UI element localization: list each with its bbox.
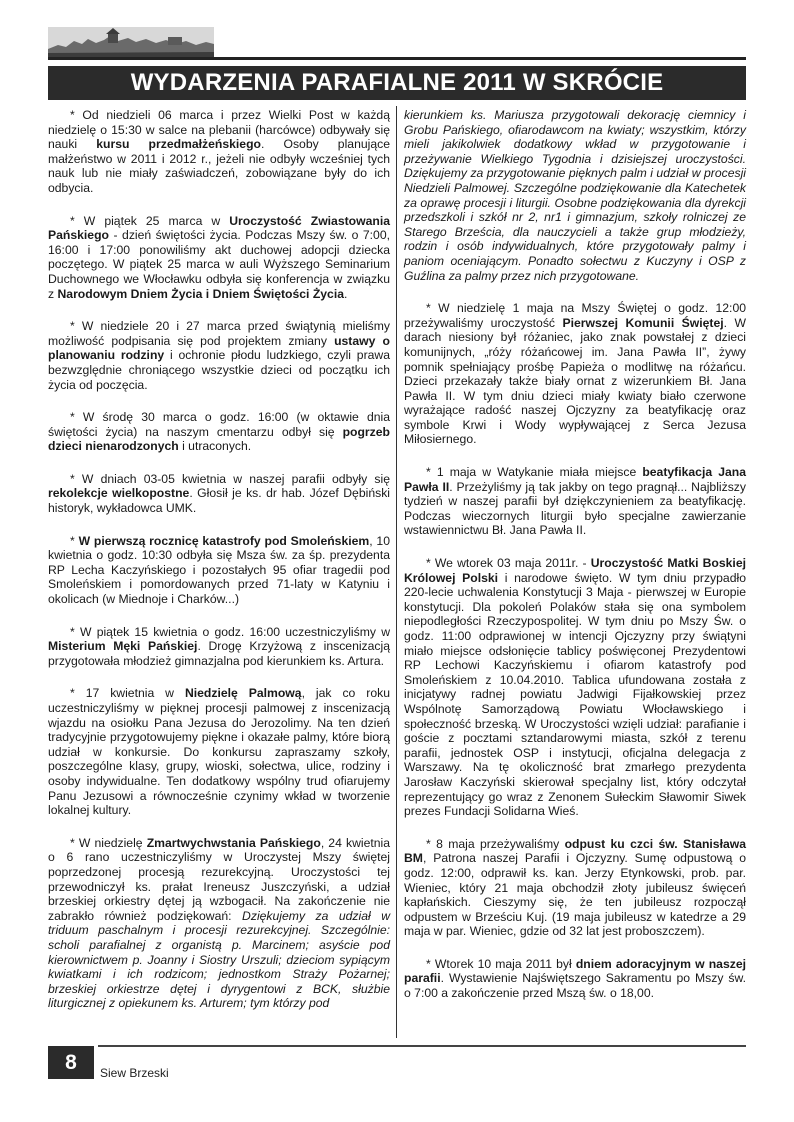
article-paragraph: * W dniach 03-05 kwietnia w naszej parafii odbyły się rekolekcje wielkopostne. Głosił je ks. dr hab. Józef Dębiński historyk, wykładowca UMK. (48, 471, 390, 516)
article-paragraph: * 1 maja w Watykanie miała miejsce beatyfikacja Jana Pawła II. Przeżyliśmy ją tak jakby on tego pragnął... Najbliższy tydzień w naszej parafii był dziękczynieniem za beatyfikację. Podczas wieczornych liturgii było specjalne zawierzanie wstawiennictwu Bł. Jana Pawła II. (404, 465, 746, 538)
article-paragraph: * 8 maja przeżywaliśmy odpust ku czci św. Stanisława BM, Patrona naszej Parafii i Ojczyzny. Sumę odpustową o godz. 12:00, odprawił ks. kan. Jerzy Etynkowski, prob. par. Wieniec, który 21 maja obchodził złoty jubileusz święceń kapłańskich. Cieszymy się, że ten jubileusz rozpoczął odpustem w Brześciu Kuj. (19 maja jubileusz w katedrze a 29 maja w par. Wieniec, gdzie od 32 lat jest proboszczem). (404, 836, 747, 939)
article-paragraph: kierunkiem ks. Mariusza przygotowali dekorację ciemnicy i Grobu Pańskiego, ofiarodawcom na kwiaty; wszystkim, którzy mieli jakikolwiek dodatkowy wkład w przygotowanie i przeżywanie Wielkiego Tygodnia i dzisiejszej uroczystości. Dziękujemy za przygotowanie pięknych palm i udział w procesji Niedzieli Palmowej. Szczególne podziękowanie dla Katechetek za oprawę procesji i liturgii. Osobne podziękowania dla dyrekcji przedszkoli i szkół nr 2, nr1 i gimnazjum, szkoły rolniczej ze Starego Brześcia, dla nauczycieli a także grup młodzieży, rodzin i osób indywidualnych, które przygotowały palmy i paniom oceniającym. Ponadto sołectwu z Kuczyny i OSP z Guźlina za palmy przez nich przygotowane. (404, 108, 746, 283)
right-column (404, 108, 746, 1019)
article-paragraph: * We wtorek 03 maja 2011r. - Uroczystość Matki Boskiej Królowej Polski i narodowe święto. W tym dniu przypadło 220-lecie uchwalenia Konstytucji 3 Maja - pierwszej w Europie konstytucji. Dla pokoleń Polaków stała się ona symbolem niepodległości Rzeczypospolitej. W tym dniu po Mszy Św. o godz. 11:00 odprawionej w intencji Ojczyzny przy świątyni miało miejsce odsłonięcie tablicy poświęconej Prezydentowi RP Lechowi Kaczyńskiemu i ofiarom katastrofy pod Smoleńskiem z 10.04.2010. Tablica ufundowana została z inicjatywy radnej powiatu Jadwigi Fijałkowskiej przez Wspólnotę Samorządową Powiatu Włocławskiego i społeczność brzeską. W Uroczystości wzięli udział: parafianie i goście z pocztami sztandarowymi miasta, szkół z terenu parafii, jednostek OSP i instytucji, oficjalna delegacja z Warszawy. Na tę okoliczność brat zmarłego prezydenta Jarosław Kaczyński skierował specjalny list, który odczytał reprezentujący go wraz z Zenonem Sułeckim Sławomir Siwek prezes Fundacji Solidarna Wieś. (404, 556, 746, 819)
footer-rule (98, 1045, 746, 1047)
article-paragraph: * W piątek 15 kwietnia o godz. 16:00 uczestniczyliśmy w Misterium Męki Pańskiej. Drogę Krzyżową z inscenizacją przygotowała młodzież gimnazjalna pod kierunkiem ks. Artura. (48, 624, 391, 668)
article-paragraph: * W pierwszą rocznicę katastrofy pod Smoleńskiem, 10 kwietnia o godz. 10:30 odbyła się Msza św. za śp. prezydenta RP Lecha Kaczyńskiego i pozostałych 95 ofiar tragedii pod Smoleńskiem i pomordowanych przed 71-laty w Katyniu i okolicach (w Miednoje i Charków...) (48, 533, 390, 607)
article-paragraph: * W niedziele 20 i 27 marca przed świątynią mieliśmy możliwość podpisania się pod projektem zmiany ustawy o planowaniu rodziny i ochronie płodu ludzkiego, czyli prawa bezwzględnie chroniącego wszystkie dzieci od początku ich życia od poczęcia. (48, 319, 390, 392)
article-paragraph: * Wtorek 10 maja 2011 był dniem adoracyjnym w naszej parafii. Wystawienie Najświętszego Sakramentu po Mszy św. o 7:00 a zakończenie przed Mszą św. o 18,00. (404, 956, 746, 1001)
article-paragraph: * W niedzielę 1 maja na Mszy Świętej o godz. 12:00 przeżywaliśmy uroczystość Pierwszej Komunii Świętej. W darach niesiony był różaniec, jako znak powstałej z dzieci komunijnych, „róży różańcowej im. Jana Pawła II”, żywy pomnik spełniający prośbę Papieża o modlitwę na różańcu. Dzieci przekazały także biały ornat z wizerunkiem Bł. Jana Pawła II. W tym dniu dzieci miały kwiaty biało czerwone wyrażające radość naszej Ojczyzny za beatyfikację oraz symbole Krwi i Wody wypływającej z Serca Jezusa Miłosiernego. (404, 301, 746, 447)
article-paragraph: * 17 kwietnia w Niedzielę Palmową, jak co roku uczestniczyliśmy w pięknej procesji palmowej z inscenizacją wjazdu na osiołku Pana Jezusa do Jerozolimy. Na ten dzień tradycyjnie przygotowujemy piękne i okazałe palmy, które biorą udział w konkursie. Do konkursu zapraszamy szkoły, poszczególne klasy, grupy, wioski, sołectwa, ulice, rodziny i osoby indywidualne. Ten dodatkowy wspólny trud ofiarujemy Panu Jezusowi a równocześnie czynimy wkład w tworzenie lokalnej kultury. (48, 686, 390, 818)
page-title: WYDARZENIA PARAFIALNE 2011 W SKRÓCIE (48, 66, 746, 100)
article-paragraph: * Od niedzieli 06 marca i przez Wielki Post w każdą niedzielę o 15:30 w salce na plebanii (harcówce) odbywały się nauki kursu przedmałżeńskiego. Osoby planujące małżeństwo w 2011 i 2012 r., jeżeli nie odbyły wcześniej tych nauk lub nie miały zaświadczeń, zobowiązane były do ich odbycia. (48, 108, 390, 195)
page-number: 8 (48, 1046, 94, 1079)
article-paragraph: * W środę 30 marca o godz. 16:00 (w oktawie dnia świętości życia) na naszym cmentarzu odbył się pogrzeb dzieci nienarodzonych i utraconych. (48, 410, 390, 454)
header-photo (48, 27, 214, 57)
article-paragraph: * W niedzielę Zmartwychwstania Pańskiego, 24 kwietnia o 6 rano uczestniczyliśmy w Uroczystej Mszy świętej poprzedzonej procesją rezurekcyjną. Uroczystości tej przewodniczył ks. prałat Ireneusz Juszczyński, a udział brzeskiej orkiestry dętej ją wzbogacił. Na zakończenie nie zabrakło również podziękowań: Dziękujemy za udział w triduum paschalnym i procesji rezurekcyjnej. Szczególnie: scholi parafialnej z organistą p. Marcinem; asyście pod kierownictwem p. Joanny i Siostry Urszuli; dzieciom sypiącym kwiatkami i ich rodzicom; jednostkom Straży Pożarnej; brzeskiej orkiestrze dętej i dyrygentowi z BCK, służbie liturgicznej z opiekunem ks. Arturem; tym którzy pod (48, 835, 391, 1011)
magazine-name: Siew Brzeski (100, 1066, 169, 1080)
column-divider (396, 106, 397, 1038)
article-paragraph: * W piątek 25 marca w Uroczystość Zwiastowania Pańskiego - dzień świętości życia. Podczas Mszy św. o 7:00, 16:00 i 17:00 ponowiliśmy akt duchowej adopcji dziecka poczętego. W piątek 25 marca w auli Wyższego Seminarium Duchownego we Włocławku odbyła się konferencja w związku z Narodowym Dniem Życia i Dniem Świętości Życia. (48, 213, 390, 301)
header-rule (48, 57, 746, 60)
left-column (48, 108, 390, 1029)
